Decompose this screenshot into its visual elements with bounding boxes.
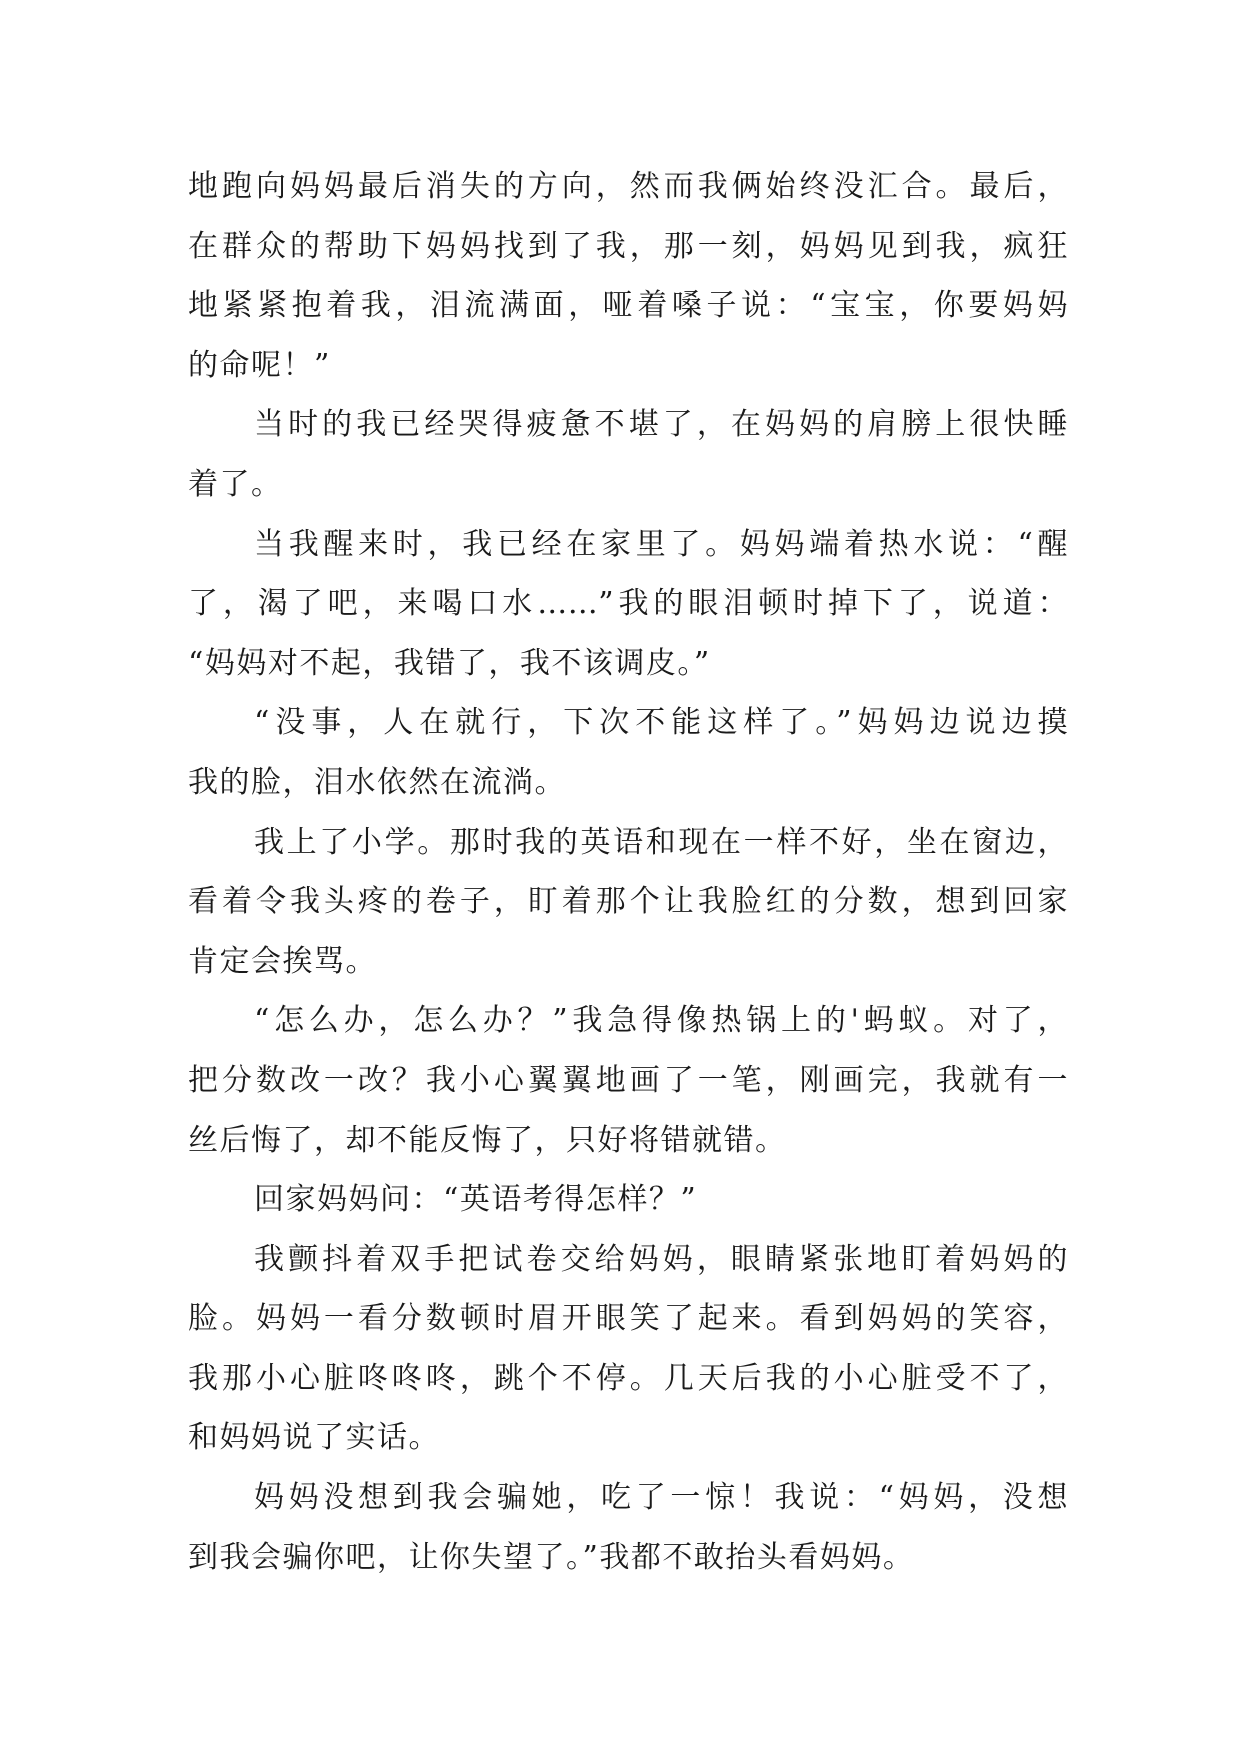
text-line: 在群众的帮助下妈妈找到了我，那一刻，妈妈见到我，疯狂 [188,228,1068,264]
text-line: 我的脸，泪水依然在流淌。 [188,764,566,800]
text-line: 回家妈妈问：“英语考得怎样？” [254,1182,698,1218]
text-line: 妈妈没想到我会骗她，吃了一惊！我说：“妈妈，没想 [254,1480,1068,1516]
text-line: “妈妈对不起，我错了，我不该调皮。” [188,645,711,681]
text-line: 我上了小学。那时我的英语和现在一样不好，坐在窗边， [254,824,1068,860]
text-line: 地跑向妈妈最后消失的方向，然而我俩始终没汇合。最后， [188,169,1068,204]
text-line: 把分数改一改？我小心翼翼地画了一笔，刚画完，我就有一 [188,1062,1068,1098]
text-line: 和妈妈说了实话。 [188,1420,440,1456]
text-line: 脸。妈妈一看分数顿时眉开眼笑了起来。看到妈妈的笑容， [188,1301,1068,1337]
text-line: 了，渴了吧，来喝口水……”我的眼泪顿时掉下了，说道： [188,586,1068,622]
text-line: 我那小心脏咚咚咚，跳个不停。几天后我的小心脏受不了， [188,1360,1068,1396]
text-line: “怎么办，怎么办？”我急得像热锅上的'蚂蚁。对了， [254,1003,1068,1039]
text-line: “没事，人在就行，下次不能这样了。”妈妈边说边摸 [254,705,1068,741]
text-line: 我颤抖着双手把试卷交给妈妈，眼睛紧张地盯着妈妈的 [254,1241,1068,1277]
text-line: 着了。 [188,466,283,502]
text-line: 当我醒来时，我已经在家里了。妈妈端着热水说：“醒 [254,526,1068,562]
text-line: 到我会骗你吧，让你失望了。”我都不敢抬头看妈妈。 [188,1539,915,1575]
text-line: 当时的我已经哭得疲惫不堪了，在妈妈的肩膀上很快睡 [254,407,1068,443]
body-text [188,157,1068,1587]
text-line: 丝后悔了，却不能反悔了，只好将错就错。 [188,1122,787,1158]
text-line: 的命呢！” [188,347,331,383]
text-line: 肯定会挨骂。 [188,943,377,979]
text-line: 地紧紧抱着我，泪流满面，哑着嗓子说：“宝宝，你要妈妈 [188,288,1068,324]
text-line: 看着令我头疼的卷子，盯着那个让我脸红的分数，想到回家 [188,884,1068,920]
